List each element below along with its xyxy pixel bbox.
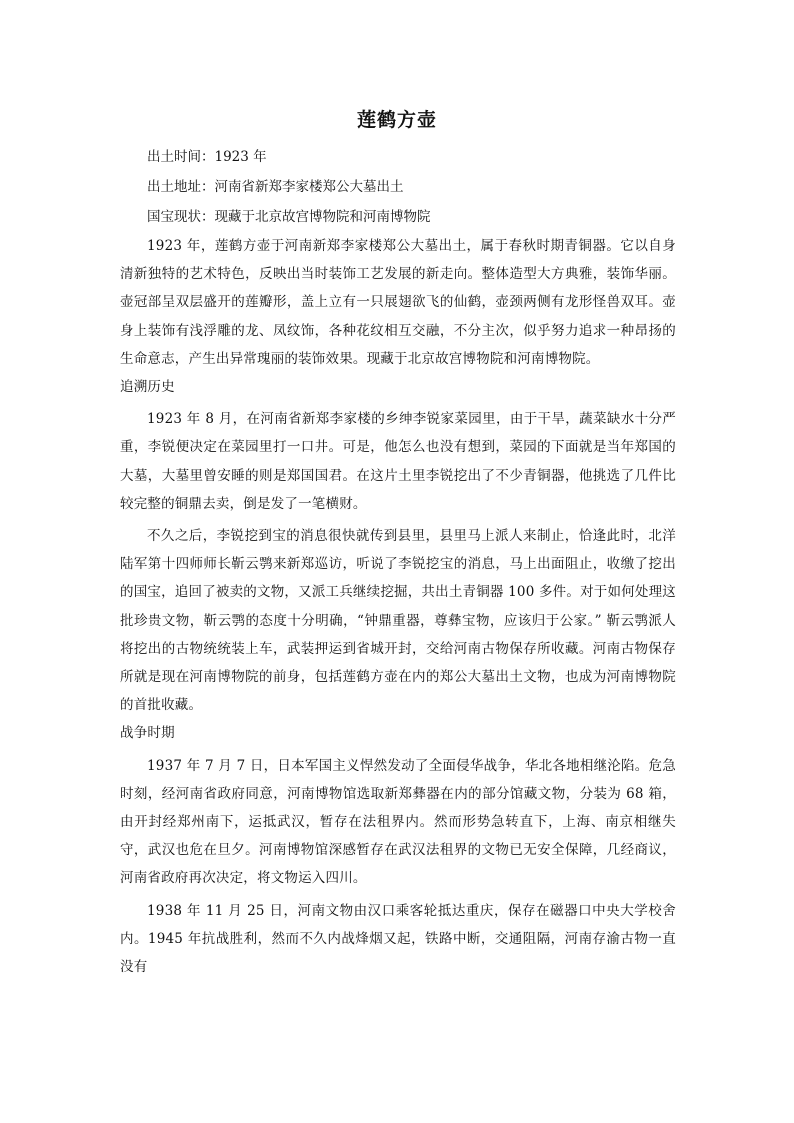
article-body: [120, 232, 676, 981]
excavation-time: 出土时间：1923 年: [147, 149, 267, 165]
section-heading-war: 战争时期: [120, 725, 175, 742]
history-paragraph-1: 1923 年 8 月，在河南省新郑李家楼的乡绅李锐家菜园里，由于干旱，蔬菜缺水十分严重，李锐便决定在菜园里打一口井。可是，他怎么也没有想到，菜园的下面就是当年郑国的大墓，大墓里曾安睡的则是郑国国君。在这片土里李锐挖出了不少青铜器，他挑选了几件比较完整的铜鼎去卖，倒是发了一笔横财。: [120, 411, 676, 512]
excavation-site: 出土地址：河南省新郑李家楼郑公大墓出土: [147, 179, 404, 195]
war-paragraph-2: 1938 年 11 月 25 日，河南文物由汉口乘客轮抵达重庆，保存在磁器口中央大学校舍内。1945 年抗战胜利，然而不久内战烽烟又起，铁路中断，交通阻隔，河南存渝古物一直没有: [120, 902, 676, 976]
history-paragraph-2: 不久之后，李锐挖到宝的消息很快就传到县里，县里马上派人来制止，恰逢此时，北洋陆军第十四师师长靳云鹗来新郑巡访，听说了李锐挖宝的消息，马上出面阻止，收缴了挖出的国宝，追回了被卖的文物，又派工兵继续挖掘，共出土青铜器 100 多件。对于如何处理这批珍贵文物，靳云鹗的态度十分明确，“钟鼎重器，尊彝宝物，应该归于公家。” 靳云鹗派人将挖出的古物统统装上车，武装押运到省城开封，交给河南古物保存所收藏。河南古物保存所就是现在河南博物院的前身，包括莲鹤方壶在内的郑公大墓出土文物，也成为河南博物院的首批收藏。: [120, 528, 676, 714]
intro-paragraph: 1923 年，莲鹤方壶于河南新郑李家楼郑公大墓出土，属于春秋时期青铜器。它以自身清新独特的艺术特色，反映出当时装饰工艺发展的新走向。整体造型大方典雅，装饰华丽。壶冠部呈双层盛开的莲瓣形，盖上立有一只展翅欲飞的仙鹤，壶颈两侧有龙形怪兽双耳。壶身上装饰有浅浮雕的龙、凤纹饰，各种花纹相互交融，不分主次，似乎努力追求一种昂扬的生命意志，产生出异常瑰丽的装饰效果。现藏于北京故宫博物院和河南博物院。: [120, 238, 676, 367]
section-heading-history: 追溯历史: [120, 379, 175, 396]
current-status: 国宝现状：现藏于北京故宫博物院和河南博物院: [147, 209, 431, 225]
war-paragraph-1: 1937 年 7 月 7 日，日本军国主义悍然发动了全面侵华战争，华北各地相继沦陷。危急时刻，经河南省政府同意，河南博物馆选取新郑彝器在内的部分馆藏文物，分装为 68 箱，由开封经郑州南下，运抵武汉，暂存在法租界内。然而形势急转直下，上海、南京相继失守，武汉也危在旦夕。河南博物馆深感暂存在武汉法租界的文物已无安全保障，几经商议，河南省政府再次决定，将文物运入四川。: [120, 757, 676, 887]
document-title: 莲鹤方壶: [356, 109, 437, 131]
